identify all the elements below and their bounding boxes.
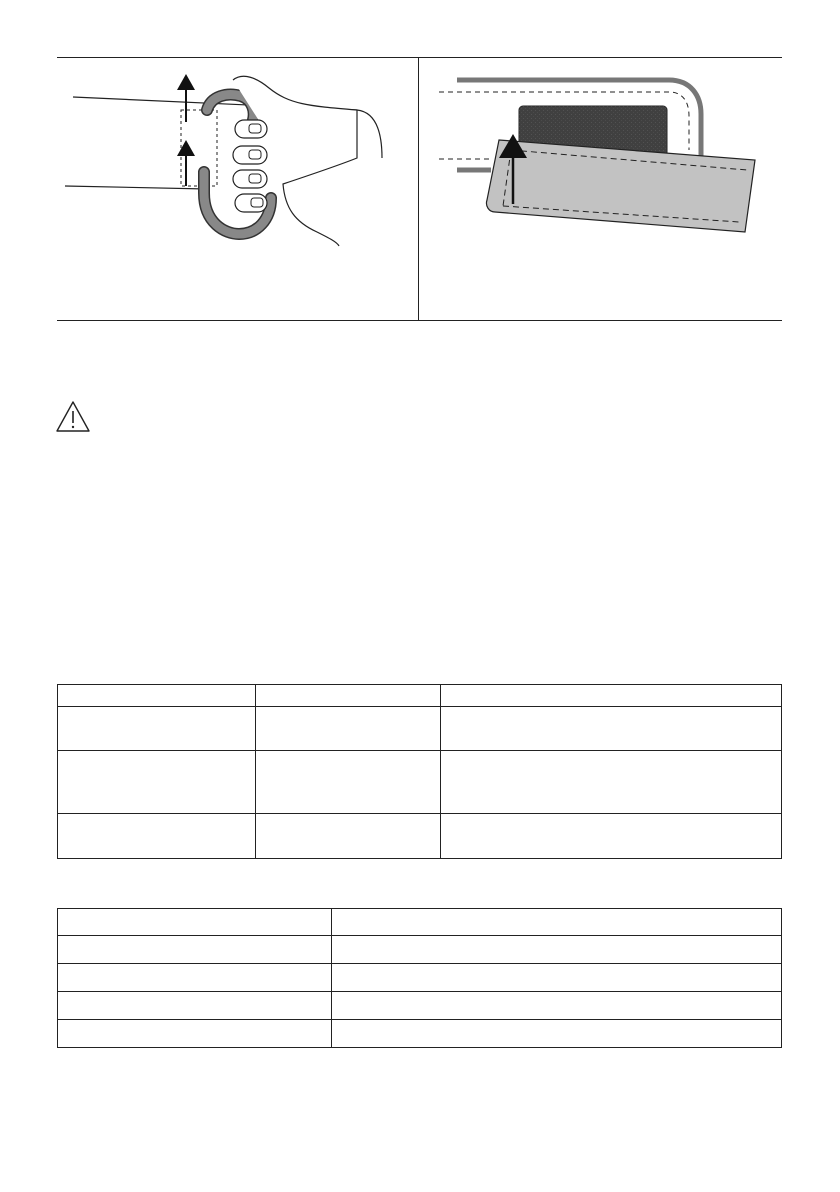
- table-cell: [58, 685, 256, 707]
- table-cell: [441, 751, 782, 814]
- spec-table-one: [57, 684, 782, 859]
- table-row: [58, 964, 782, 992]
- figure-bottom-rule: [57, 320, 782, 321]
- table-cell: [58, 936, 332, 964]
- table-row: [58, 909, 782, 936]
- table-cell: [331, 964, 781, 992]
- table-cell: [255, 814, 441, 859]
- table-cell: [58, 1020, 332, 1048]
- table-cell: [255, 751, 441, 814]
- table-cell: [441, 814, 782, 859]
- hand-grip-cuff-illustration: [57, 58, 418, 320]
- table-cell: [255, 685, 441, 707]
- table-row: [58, 814, 782, 859]
- table-row: [58, 992, 782, 1020]
- table-cell: [441, 707, 782, 751]
- table-cell: [331, 992, 781, 1020]
- cuff-velcro-illustration: [419, 58, 782, 320]
- table-cell: [58, 751, 256, 814]
- spec-table-two: [57, 908, 782, 1048]
- table-cell: [58, 814, 256, 859]
- table-cell: [58, 964, 332, 992]
- table-row: [58, 707, 782, 751]
- table-cell: [255, 707, 441, 751]
- table-cell: [58, 992, 332, 1020]
- table-cell: [441, 685, 782, 707]
- table-cell: [331, 1020, 781, 1048]
- table-cell: [331, 936, 781, 964]
- illustration-row: [57, 57, 782, 322]
- table-cell: [58, 909, 332, 936]
- table-row: [58, 1020, 782, 1048]
- table-row: [58, 685, 782, 707]
- table-row: [58, 936, 782, 964]
- table-cell: [58, 707, 256, 751]
- table-row: [58, 751, 782, 814]
- table-cell: [331, 909, 781, 936]
- warning-triangle-icon: [55, 400, 91, 434]
